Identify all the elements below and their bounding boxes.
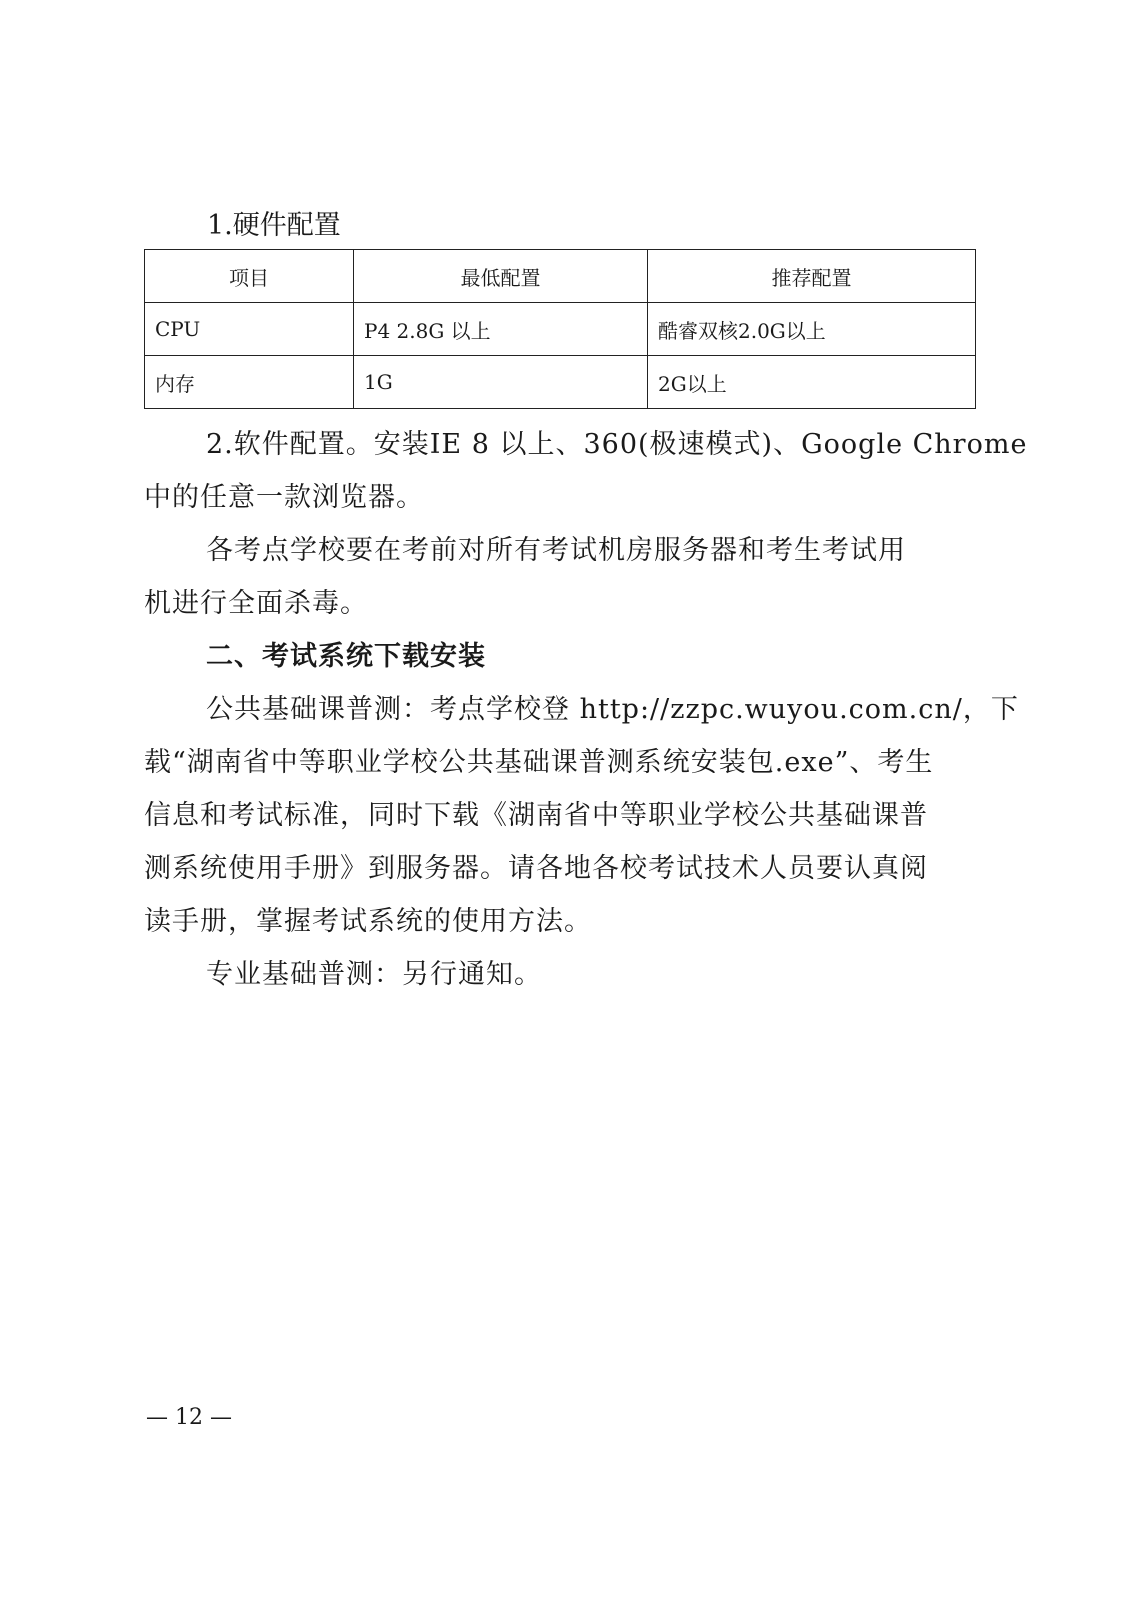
table-header-row <box>145 250 976 303</box>
table-cell: CPU <box>145 303 354 356</box>
hardware-config-table <box>144 249 976 409</box>
public-course-paragraph <box>144 683 1019 948</box>
paragraph-line: 读手册，掌握考试系统的使用方法。 <box>144 906 592 937</box>
table-header-recommended: 推荐配置 <box>648 250 976 303</box>
paragraph-line: 信息和考试标准，同时下载《湖南省中等职业学校公共基础课普 <box>144 800 928 831</box>
paragraph-line: 中的任意一款浏览器。 <box>144 482 424 513</box>
paragraph-line: 各考点学校要在考前对所有考试机房服务器和考生考试用 <box>206 535 906 566</box>
professional-course-paragraph <box>144 948 964 1001</box>
paragraph-line: 测系统使用手册》到服务器。请各地各校考试技术人员要认真阅 <box>144 853 928 884</box>
section-heading: 二、考试系统下载安装 <box>206 641 486 672</box>
paragraph-line: 载“湖南省中等职业学校公共基础课普测系统安装包.exe”、考生 <box>144 747 934 778</box>
table-cell: 酷睿双核2.0G以上 <box>648 303 976 356</box>
table-row <box>145 303 976 356</box>
table-header-item: 项目 <box>145 250 354 303</box>
paragraph-line: 机进行全面杀毒。 <box>144 588 368 619</box>
table-row <box>145 356 976 409</box>
table-cell: P4 2.8G 以上 <box>354 303 648 356</box>
paragraph-line: 2.软件配置。安装IE 8 以上、360(极速模式)、Google Chrome <box>206 429 1028 460</box>
page-number: — 12 — <box>146 1405 232 1430</box>
antivirus-paragraph <box>144 524 964 630</box>
table-cell: 2G以上 <box>648 356 976 409</box>
software-config-paragraph <box>144 418 1028 524</box>
table-cell: 1G <box>354 356 648 409</box>
hardware-config-heading: 1.硬件配置 <box>207 210 341 241</box>
paragraph-line: 公共基础课普测：考点学校登 http://zzpc.wuyou.com.cn/，下 <box>206 694 1019 725</box>
paragraph-line: 专业基础普测：另行通知。 <box>206 959 542 990</box>
table-cell: 内存 <box>145 356 354 409</box>
table-header-minimum: 最低配置 <box>354 250 648 303</box>
